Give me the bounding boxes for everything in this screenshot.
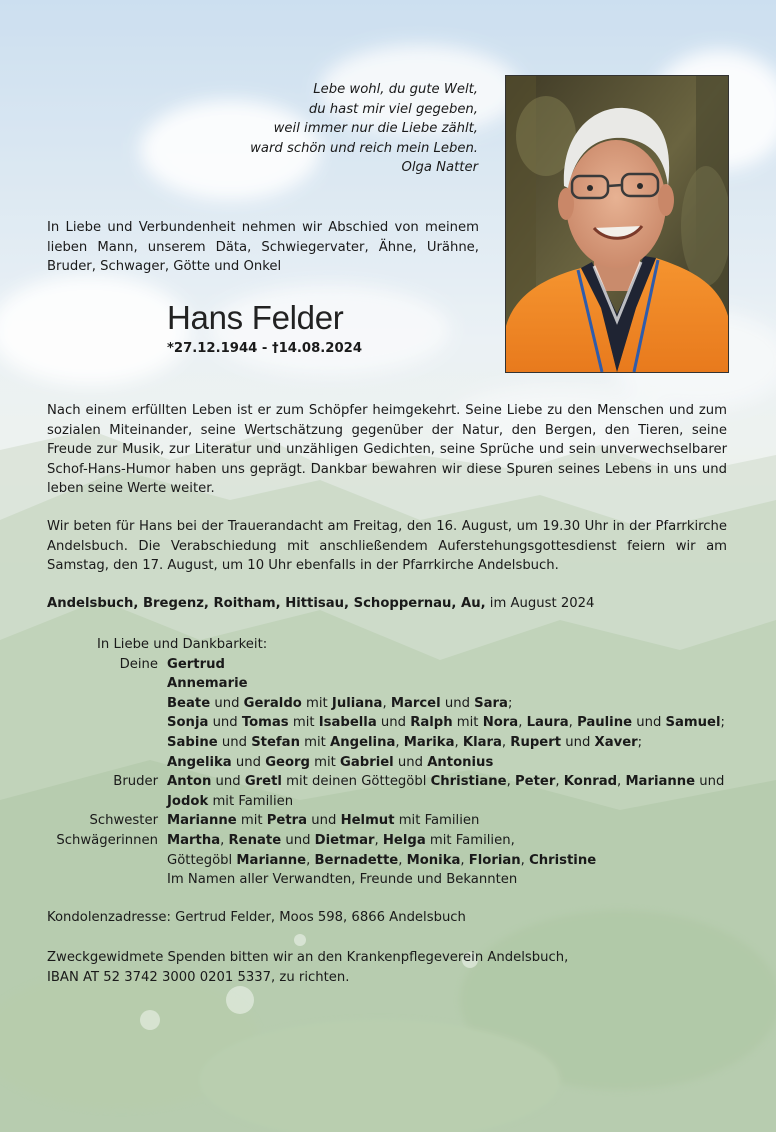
mourner-connector: und: [208, 715, 242, 731]
mourner-connector: mit Familien: [394, 813, 480, 829]
mourner-connector: mit: [452, 715, 483, 731]
mourner-connector: und: [281, 832, 315, 848]
mourner-row: [47, 772, 737, 811]
mourner-name: Helmut: [340, 813, 395, 829]
mourner-name: Angelika: [167, 754, 232, 770]
mourner-name: Laura: [526, 715, 569, 731]
mourner-connector: mit: [309, 754, 341, 770]
mourner-name: Helga: [382, 832, 426, 848]
mourner-names: [167, 772, 737, 811]
mourner-row: [47, 811, 737, 831]
mourner-names: [167, 851, 737, 871]
mourner-relation: Schwester: [89, 813, 158, 829]
mourner-names: [167, 674, 737, 694]
mourner-name: Dietmar: [314, 832, 375, 848]
mourner-name: Christiane: [430, 774, 507, 790]
paragraph-funeral: Wir beten für Hans bei der Trauerandacht am Freitag, den 16. August, um 19.30 Uhr in der Pfarrkirche Andelsbuch. Die Verabschiedung mit anschließendem Auferstehungsgottesdienst feiern wir am Samstag, den 17. August, um 10 Uhr ebenfalls in der Pfarrkirche Andelsbuch.: [47, 519, 727, 574]
mourner-connector: ,: [395, 734, 404, 750]
mourner-connector: ,: [374, 832, 383, 848]
mourner-connector: mit deinen Göttegöbl: [281, 774, 431, 790]
mourner-name: Georg: [265, 754, 310, 770]
mourner-connector: Im Namen aller Verwandten, Freunde und Bekannten: [167, 872, 518, 888]
mourner-connector: ,: [617, 774, 626, 790]
mourner-names: [167, 733, 737, 753]
mourner-name: Gertrud: [167, 656, 225, 672]
mourner-name: Sabine: [167, 734, 218, 750]
mourner-relation: [47, 753, 167, 773]
mourner-name: Jodok: [167, 793, 209, 809]
mourner-connector: und: [210, 695, 244, 711]
mourner-relation: [47, 733, 167, 753]
places-towns: Andelsbuch, Bregenz, Roitham, Hittisau, Schoppernau, Au,: [47, 596, 486, 611]
places-line: [47, 596, 594, 611]
mourner-connector: ,: [398, 852, 407, 868]
mourners-heading: In Liebe und Dankbarkeit:: [97, 637, 268, 652]
deceased-name: Hans Felder: [167, 299, 344, 336]
mourner-connector: ,: [460, 852, 469, 868]
mourner-names: [167, 831, 737, 851]
mourner-connector: ,: [382, 695, 391, 711]
mourner-relation: Schwägerinnen: [56, 832, 158, 848]
portrait-photo-icon: [506, 76, 728, 372]
mourner-connector: ,: [568, 715, 578, 731]
mourner-connector: mit Familien,: [425, 832, 515, 848]
mourner-connector: und: [561, 734, 595, 750]
mourner-connector: und: [307, 813, 341, 829]
mourner-name: Gretl: [244, 774, 282, 790]
mourner-name: Konrad: [563, 774, 618, 790]
mourner-name: Marcel: [390, 695, 441, 711]
poem: [158, 80, 478, 178]
poem-line: ward schön und reich mein Leben.: [250, 140, 478, 156]
deceased-dates: *27.12.1944 - †14.08.2024: [167, 341, 362, 356]
mourner-connector: ;: [637, 734, 643, 750]
mourner-connector: und: [440, 695, 475, 711]
poem-line: du hast mir viel gegeben,: [308, 101, 478, 117]
mourner-connector: ,: [306, 852, 315, 868]
mourner-name: Marianne: [625, 774, 696, 790]
mourner-name: Angelina: [330, 734, 396, 750]
mourner-name: Nora: [482, 715, 519, 731]
mourner-connector: ,: [220, 832, 229, 848]
mourner-connector: ,: [501, 734, 511, 750]
mourner-row: [47, 870, 737, 890]
mourner-name: Isabella: [318, 715, 377, 731]
mourner-connector: mit: [299, 734, 331, 750]
mourner-names: [167, 713, 737, 733]
mourner-name: Ralph: [410, 715, 453, 731]
mourner-connector: und: [393, 754, 428, 770]
mourner-names: [167, 753, 737, 773]
mourner-connector: und: [695, 774, 725, 790]
paragraph-life: Nach einem erfüllten Leben ist er zum Schöpfer heimgekehrt. Seine Liebe zu den Menschen und zum sozialen Miteinander, seine Wertschätzung gegenüber der Natur, den Bergen, den Tieren, seine Freude zur Musik, zur Literatur und unzähligen Gedichten, seine Sprüche und sein unverwechselbarer Schof-Hans-Humor haben uns geprägt. Dankbar bewahren wir diese Spuren seines Lebens in uns und leben seine Werte weiter.: [47, 403, 727, 497]
mourner-name: Tomas: [241, 715, 289, 731]
mourner-name: Pauline: [577, 715, 633, 731]
mourner-name: Monika: [406, 852, 461, 868]
donations-note: [47, 948, 727, 987]
mourner-name: Geraldo: [243, 695, 302, 711]
mourner-connector: mit: [288, 715, 319, 731]
mourner-names: [167, 811, 737, 831]
mourner-names: [167, 870, 737, 890]
mourner-name: Marianne: [236, 852, 307, 868]
mourner-name: Xaver: [594, 734, 638, 750]
mourner-relation: [47, 870, 167, 890]
poem-line: Lebe wohl, du gute Welt,: [313, 82, 478, 97]
mourner-name: Sara: [474, 695, 508, 711]
mourner-name: Stefan: [251, 734, 300, 750]
mourner-name: Antonius: [427, 754, 494, 770]
poem-line: weil immer nur die Liebe zählt,: [273, 121, 478, 137]
mourner-row: [47, 655, 737, 675]
mourner-names: [167, 655, 737, 675]
mourner-relation: [47, 674, 167, 694]
mourner-connector: und: [632, 715, 666, 731]
donations-line: Zweckgewidmete Spenden bitten wir an den Krankenpflegeverein Andelsbuch,: [47, 950, 569, 965]
mourner-name: Renate: [228, 832, 282, 848]
mourner-connector: ;: [507, 695, 513, 711]
mourner-connector: und: [231, 754, 266, 770]
mourner-name: Sonja: [167, 715, 209, 731]
mourner-connector: mit Familien: [208, 793, 294, 809]
mourner-row: [47, 831, 737, 851]
mourner-row: [47, 733, 737, 753]
mourner-names: [167, 694, 737, 714]
portrait-photo: [505, 75, 729, 373]
mourner-connector: und: [211, 774, 245, 790]
mourner-name: Annemarie: [167, 676, 248, 692]
mourners-list: [47, 635, 737, 890]
mourner-connector: mit: [236, 813, 267, 829]
condolence-address: Kondolenzadresse: Gertrud Felder, Moos 598, 6866 Andelsbuch: [47, 910, 466, 925]
mourner-connector: und: [376, 715, 411, 731]
mourner-connector: ,: [520, 852, 530, 868]
mourner-row: [47, 753, 737, 773]
mourner-name: Christine: [529, 852, 597, 868]
mourner-name: Juliana: [331, 695, 383, 711]
mourner-name: Samuel: [665, 715, 721, 731]
poem-author: Olga Natter: [401, 160, 478, 176]
mourner-name: Beate: [167, 695, 211, 711]
donations-line: IBAN AT 52 3742 3000 0201 5337, zu richten.: [47, 969, 350, 985]
mourner-name: Klara: [462, 734, 502, 750]
mourner-name: Marianne: [167, 813, 237, 829]
mourner-row: [47, 674, 737, 694]
mourner-relation: [47, 694, 167, 714]
mourner-relation: [47, 851, 167, 871]
mourner-name: Martha: [167, 832, 221, 848]
mourner-connector: ,: [555, 774, 564, 790]
mourner-name: Anton: [167, 774, 212, 790]
mourner-connector: ,: [518, 715, 527, 731]
mourner-row: [47, 694, 737, 714]
mourner-name: Bernadette: [314, 852, 399, 868]
mourner-row: [47, 851, 737, 871]
mourner-name: Petra: [266, 813, 308, 829]
mourner-name: Peter: [515, 774, 556, 790]
mourner-connector: Göttegöbl: [167, 852, 237, 868]
mourner-name: Gabriel: [340, 754, 394, 770]
mourner-name: Florian: [468, 852, 521, 868]
mourner-connector: ,: [454, 734, 463, 750]
mourner-name: Marika: [403, 734, 455, 750]
places-date: im August 2024: [485, 596, 595, 611]
intro-text: In Liebe und Verbundenheit nehmen wir Abschied von meinem lieben Mann, unserem Däta, Schwiegervater, Ähne, Urähne, Bruder, Schwager, Götte und Onkel: [47, 220, 479, 275]
mourner-relation: Deine: [119, 656, 158, 672]
mourner-connector: ,: [506, 774, 515, 790]
mourner-connector: ;: [720, 715, 725, 731]
mourner-connector: mit: [301, 695, 332, 711]
mourner-row: [47, 713, 737, 733]
mourner-connector: und: [217, 734, 252, 750]
mourner-relation: [47, 713, 167, 733]
mourners-rows: [47, 655, 737, 890]
mourner-name: Rupert: [510, 734, 562, 750]
mourner-relation: Bruder: [113, 774, 158, 790]
